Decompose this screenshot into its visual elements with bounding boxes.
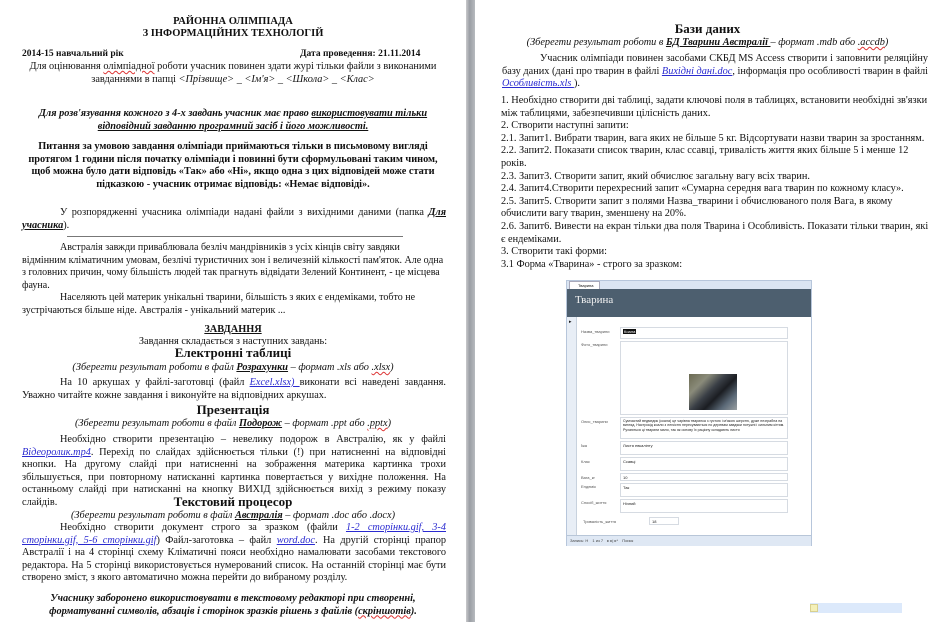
features-file-link[interactable]: Особливість.xls — [502, 78, 574, 90]
questions-paragraph: Питання за умовою завдання олімпіади приймаються тільки в письмовому вигляді протягом 1 години після початку олімпіади і повинні бути сформульовані таким чином, щоб можна було дати відповідь «Так» або «Ні», якщо одна з цих відповідей може стати підказкою - учасник отримає відповідь: «Немає відповіді». — [28, 141, 438, 190]
name-label: Назва_тварини — [581, 329, 610, 334]
spreadsheet-save-note — [0, 362, 466, 375]
db-intro-c: ). — [573, 78, 580, 90]
save-close: ) — [390, 362, 394, 373]
endemic-label: Ендемік — [581, 484, 596, 489]
record-selector[interactable] — [567, 317, 577, 535]
save-close: ) — [387, 418, 392, 429]
left-page — [0, 0, 466, 622]
files-paragraph — [22, 207, 446, 232]
pages-gif-links[interactable]: 1-2 сторінки.gif, 3-4 сторінки.gif, 5-6 сторінки.gif — [22, 522, 447, 546]
presentation-save-note — [0, 418, 466, 431]
tooltip-icon — [810, 604, 818, 612]
save-text: (Зберегти результат роботи в файл — [70, 510, 235, 521]
photo-label: Фото_тварини — [581, 342, 608, 347]
divider — [67, 236, 403, 237]
name-field[interactable] — [620, 327, 788, 339]
files-text-end: ). — [63, 219, 70, 231]
weight-field[interactable]: 10 — [620, 473, 788, 481]
db-intro — [502, 53, 928, 91]
intro-text-2: роботи учасник повинен здати журі тільки файли з виконаними завданнями в папці — [91, 61, 437, 85]
wordproc-text-b: ) Файл-заготовка – файл — [156, 534, 277, 546]
form-title: Тварина — [575, 294, 614, 306]
rules-text: Для розв'язування кожного з 4-х завдань учасник має право — [38, 108, 312, 119]
prohibited-note — [40, 593, 426, 618]
save-format: – формат .xls або — [288, 362, 372, 373]
presentation-heading: Презентація — [196, 402, 270, 417]
title-line-2: З ІНФОРМАЦІЙНИХ ТЕХНОЛОГІЙ — [142, 28, 324, 39]
spreadsheet-heading: Електронні таблиці — [174, 345, 292, 360]
australia-paragraph-1: Австралія завжди приваблювала безліч мандрівників з усіх кінців світу завдяки відмінним кліматичним умовам, безлічі туристичних зон і величезній кількості пам'яток. Але одна з головних причин, чому більшість людей так прагнуть відвідати Зелений Континент, - це місцева фауна. — [22, 242, 444, 291]
spreadsheet-text-b: виконати всі наведені завдання. Уважно читайте кожне завдання і виконуйте на відповідних аркушах. — [22, 377, 446, 401]
wordproc-text-a: Необхідно створити документ строго за зразком (файли — [60, 522, 346, 533]
step-item: 2.6. Запит6. Вивести на екран тільки два поля Тварина і Особливість. Показати тільки тварин, які є ендеміками. — [501, 220, 929, 245]
wordproc-save-note — [0, 510, 466, 523]
lifespan-label: Тривалість_життя — [583, 519, 617, 524]
record-navigation-bar — [567, 535, 811, 546]
wordproc-heading: Текстовий процесор — [173, 494, 293, 509]
save-filename: Розрахунки — [236, 362, 289, 373]
save-text: (Зберегти результат роботи в файл — [72, 362, 237, 373]
page-separator — [466, 0, 475, 622]
access-form-screenshot — [566, 280, 812, 546]
steps-list — [501, 95, 933, 246]
video-file-link[interactable]: Відеоролик.mp4 — [22, 446, 91, 458]
prohibited-spell: скріншотів — [358, 605, 411, 617]
record-position[interactable]: 1 из 7 — [592, 538, 604, 543]
rules-paragraph — [22, 108, 444, 133]
name-value: Коала — [624, 329, 636, 334]
save-ext: .docx — [369, 510, 392, 521]
title-line-1: РАЙОННА ОЛІМПІАДА — [173, 16, 293, 27]
rules-underlined: використовувати тільки відповідний завданню програмний засіб і його можливості. — [97, 108, 428, 132]
record-label: Запись: Н — [570, 538, 589, 543]
spreadsheet-text-a: На 10 аркушах у файлі-заготовці (файл — [60, 377, 250, 388]
save-ext: .xlsx — [371, 362, 391, 373]
step-item: 2. Створити наступні запити: — [501, 120, 629, 132]
save-format: – формат .mdb або — [770, 37, 858, 48]
status-tooltip — [810, 603, 902, 613]
save-filename: Австралія — [234, 510, 283, 521]
files-folder: Для учасника — [22, 207, 446, 231]
save-format: – формат .doc або — [282, 510, 370, 521]
form-header — [567, 289, 811, 317]
step-item: 2.3. Запит3. Створити запит, який обчислює загальну вагу всіх тварин. — [501, 170, 810, 182]
intro-spell: олімпіадної — [103, 61, 155, 72]
class-label: Клас — [581, 459, 590, 464]
record-nav-arrows[interactable]: ▸ ▸| ▸* — [607, 538, 619, 543]
olympiad-date: Дата проведення: 21.11.2014 — [300, 49, 421, 59]
presentation-text-b: . Перехід по слайдах здійснюється тільки (!) при натисненні на відповідні кнопки. На другому слайді при натисненні на зображення материка картинка трохи збільшується, при повторному натисканні картинка повертається у вихідне положення. На останньому слайді при натисканні на кнопку ВИХІД здійснюється вихід з режиму показу слайдів. — [22, 446, 446, 508]
word-doc-link[interactable]: word.doc — [276, 534, 315, 546]
step-item: 2.4. Запит4.Створити перехресний запит «Сумарна середня вага тварин по кожному класу». — [501, 183, 904, 195]
form-body — [577, 317, 810, 535]
save-ext: .pptx — [367, 418, 388, 429]
db-intro-b: , інформація про особливості тварин в файлі — [732, 65, 928, 77]
form-tab-bar — [567, 281, 811, 289]
koala-photo — [689, 374, 737, 410]
prohibited-text: Учаснику заборонено використовувати в текстовому редакторі при створенні, форматуванні символів, абзаців і сторінок зразків рішень з файлів ( — [49, 593, 416, 617]
forms-heading: 3. Створити такі форми: — [501, 246, 608, 257]
save-filename: Подорож — [238, 418, 283, 429]
save-text: (Зберегти результат роботи в файл — [74, 418, 239, 429]
record-search[interactable]: Поиск — [622, 538, 634, 543]
prohibited-end: ). — [410, 605, 417, 617]
spreadsheet-text — [22, 377, 446, 402]
lifestyle-label: Спосіб_життя — [581, 500, 607, 505]
intro-text: Для оцінювання — [29, 61, 104, 72]
save-close: ) — [884, 37, 889, 48]
save-text: (Зберегти результат роботи в — [526, 37, 666, 48]
form-item: 3.1 Форма «Тварина» - строго за зразком: — [501, 259, 683, 270]
save-ext: .accdb — [857, 37, 885, 48]
db-heading: Бази даних — [674, 21, 741, 36]
files-text: У розпорядженні учасника олімпіади надані файли з вихідними даними (папка — [60, 207, 429, 218]
australia-paragraph-2: Населяють цей материк унікальні тварини, більшість з яких є ендеміками, тобто не зустрічаються більше ніде. Австралія - унікальний материк ... — [22, 292, 416, 316]
step-item: 2.5. Запит5. Створити запит з полями Назва_тварини і обчислюваного поля Вага, в якому обчислити вагу тварин, зменшену на 20%. — [501, 195, 893, 220]
intro-paragraph — [28, 61, 438, 86]
source-data-link[interactable]: Вихідні дані.doc — [661, 65, 733, 77]
school-year: 2014-15 навчальний рік — [22, 49, 124, 59]
save-close: ) — [391, 510, 396, 521]
excel-file-link[interactable]: Excel.xlsx) — [249, 377, 300, 388]
step-item: 2.1. Запит1. Вибрати тварин, вага яких не більше 5 кг. Відсортувати назви тварин за зростанням. — [501, 132, 925, 144]
desc-label: Опис_тварини — [581, 419, 608, 424]
tasks-intro: Завдання складається з наступних завдань: — [138, 336, 328, 347]
class-field[interactable]: Ссавці — [620, 457, 788, 471]
wordproc-text — [22, 522, 446, 585]
step-item: 1. Необхідно створити дві таблиці, задати ключові поля в таблицях, встановити необхідні зв'язки між таблицями, забезпечивши цілісність даних. — [501, 95, 928, 119]
db-intro-a: Учасник олімпіади повинен засобами СКБД MS Access створити і заповнити реляційну базу даних (дані про тварин в файлі — [502, 53, 928, 77]
food-field[interactable]: Листя евкаліпту — [620, 441, 788, 455]
wordproc-text-c: . На другій сторінці прапор Австралії і на 4 сторінці схему Кліматичні пояси необхідно намалювати засобами текстового редактора. На 5 сторінці використовується нумерований список. На останній сторінці має бути створено зміст, з якого автоматично можна перейти до вибраному розділу. — [22, 534, 447, 584]
step-item: 2.2. Запит2. Показати список тварин, клас ссавці, тривалість життя яких більше 5 і менше 12 років. — [501, 145, 909, 169]
endemic-field[interactable]: Так — [620, 483, 788, 497]
save-filename: БД Тварини Австралії — [665, 37, 771, 48]
lifespan-field[interactable]: 18 — [649, 517, 679, 525]
folder-pattern: <Прізвище> _ <Ім'я> _ <Школа> _ <Клас> — [178, 73, 375, 85]
desc-field[interactable]: Сумчастий ведмедик (коала) це чарівна тваринка з густою і м'якою шерстю, дуже незграбна на вигляд. Настрокід коали з легкістю пересуваються по деревам завдяки потужні і сильним кігтям. Рухаються ці тварини мало, так як основу їх раціону складають листя — [620, 417, 788, 439]
db-save-note — [475, 37, 940, 50]
record-pointer-icon: ▸ — [569, 319, 572, 325]
doc-title — [0, 16, 466, 40]
lifestyle-field[interactable]: Нічний — [620, 499, 788, 513]
tasks-heading: ЗАВДАННЯ — [204, 324, 262, 335]
save-format: – формат .ppt або — [282, 418, 368, 429]
weight-label: Вага_кг — [581, 475, 595, 480]
presentation-text-a: Необхідно створити презентацію – невелику подорож в Австралію, як у файлі — [60, 434, 446, 445]
form-tab[interactable]: Тварина — [569, 281, 600, 290]
food-label: Їжа — [581, 443, 588, 448]
